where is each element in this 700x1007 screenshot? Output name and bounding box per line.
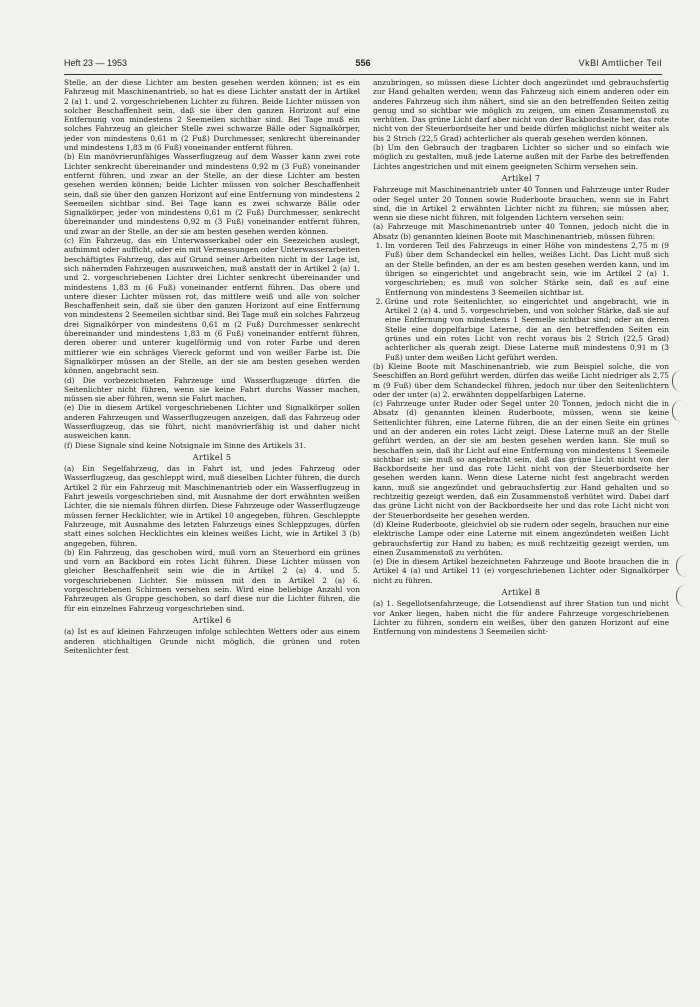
paragraph: (d) Kleine Ruderboote, gleichviel ob sie rudern oder segeln, brauchen nur eine elektrische Lampe oder eine Laterne mit einem angezündeten weißen Licht gebrauchsfertig zur Hand zu haben; es muß rechtzeitig gezeigt werden, um einen Zusammenstoß zu verhüten. bbox=[373, 519, 669, 557]
paragraph: Stelle, an der diese Lichter am besten gesehen werden können; ist es ein Fahrzeug mit Maschinenantrieb, so hat es diese Lichter anstatt der in Artikel 2 (a) 1. und 2. vorgeschriebenen Lichter zu führen. Beide Lichter müssen von solcher Beschaffenheit sein, daß sie über den ganzen Horizont auf eine Entfernung von mindestens 2 Seemeilen sichtbar sind. Bei Tage muß ein solches Fahrzeug an gleicher Stelle zwei schwarze Bälle oder Signalkörper, jeder von mindestens 0,61 m (2 Fuß) Durchmesser, senkrecht übereinander und mindestens 1,83 m (6 Fuß) voneinander entfernt führen. bbox=[64, 78, 360, 153]
margin-mark-icon bbox=[672, 400, 687, 422]
paragraph: (b) Ein Fahrzeug, das geschoben wird, muß vorn an Steuerbord ein grünes und vorn an Backbord ein rotes Licht führen. Diese Lichter müssen von gleicher Beschaffenheit sein wie die in Artikel 2 (a) 4. und 5. vorgeschriebenen Lichter. Sie müssen mit den in Artikel 2 (a) 6. vorgeschriebenen Schirmen versehen sein. Wird eine beliebige Anzahl von Fahrzeugen als Gruppe geschoben, so darf diese nur die Lichter führen, die für ein einzelnes Fahrzeug vorgeschrieben sind. bbox=[64, 547, 360, 613]
paragraph: (b) Um den Gebrauch der tragbaren Lichter so sicher und so einfach wie möglich zu gestalten, muß jede Laterne außen mit der Farbe des betreffenden Lichtes angestrichen und mit einem geeigneten Schirm versehen sein. bbox=[373, 143, 669, 171]
paragraph: (e) Die in diesem Artikel bezeichneten Fahrzeuge und Boote brauchen die in Artikel 4 (a) und Artikel 11 (e) vorgeschriebenen Lichter oder Signalkörper nicht zu führen. bbox=[373, 557, 669, 585]
article-heading: Artikel 7 bbox=[501, 172, 541, 183]
article-heading: Artikel 8 bbox=[501, 587, 541, 598]
article-heading: Artikel 5 bbox=[192, 451, 232, 462]
margin-mark-icon bbox=[672, 370, 687, 392]
margin-mark-icon bbox=[676, 585, 691, 607]
paragraph: (f) Diese Signale sind keine Notsignale im Sinne des Artikels 31. bbox=[64, 440, 307, 450]
list-item: 1. Im vorderen Teil des Fahrzeugs in einer Höhe von mindestens 2,75 m (9 Fuß) über dem Schandeckel ein helles, weißes Licht. Das Licht muß sich an der Stelle befinden, an der es am besten gesehen werden kann, und im übrigen so eingerichtet und angebracht sein, wie im Artikel 2 (a) 1. vorgeschrieben; es muß von solcher Stärke sein, daß es auf eine Entfernung von mindestens 3 Seemeilen sichtbar ist. bbox=[385, 241, 669, 297]
page-header bbox=[64, 58, 662, 72]
left-column bbox=[64, 78, 360, 988]
paragraph: (d) Die vorbezeichneten Fahrzeuge und Wasserflugzeuge dürfen die Seitenlichter nicht führen, wenn sie keine Fahrt durchs Wasser machen, müssen sie aber führen, wenn sie Fahrt machen. bbox=[64, 375, 360, 404]
margin-mark-icon bbox=[676, 555, 691, 577]
article-heading: Artikel 6 bbox=[192, 614, 232, 625]
paragraph: (c) Fahrzeuge unter Ruder oder Segel unter 20 Tonnen, jedoch nicht die in Absatz (d) genannten kleinen Ruderboote, müssen, wenn sie keine Seitenlichter führen, eine Laterne führen, die an der einen Seite ein grünes und an der anderen ein rotes Licht zeigt. Diese Laterne muß an der Stelle geführt werden, an der sie am besten gesehen werden kann. Sie muß so beschaffen sein, daß ihr Licht auf eine Entfernung von mindestens 1 Seemeile sichtbar ist; sie muß so angebracht sein, daß das grüne Licht nicht von der Backbordseite her und das rote Licht nicht von der Steuerbordseite her gesehen werden kann. Wenn diese Laterne nicht fest angebracht werden kann, muß sie angezündet und gebrauchsfertig zur Hand gehalten und so rechtzeitig gezeigt werden, daß ein Zusammenstoß verhütet wird. Dabei darf das grüne Licht nicht von der Backbordseite her und das rote Licht nicht von der Steuerbordseite her gesehen werden. bbox=[373, 399, 669, 520]
paragraph: (b) Ein manövrierunfähiges Wasserflugzeug auf dem Wasser kann zwei rote Lichter senkrecht übereinander und mindestens 0,92 m (3 Fuß) voneinander entfernt führen, und zwar an der Stelle, an der diese Lichter am besten gesehen werden können; beide Lichter müssen von solcher Beschaffenheit sein, daß sie über den ganzen Horizont auf eine Entfernung von mindestens 2 Seemeilen sichtbar sind. Bei Tage kann es zwei schwarze Bälle oder Signalkörper, jeder von mindestens 0,61 m (2 Fuß) Durchmesser, senkrecht übereinander und mindestens 0,92 m (3 Fuß) voneinander entfernt führen, und zwar an der Stelle, an der sie am besten gesehen werden können. bbox=[64, 152, 360, 236]
paragraph: (a) Ist es auf kleinen Fahrzeugen infolge schlechten Wetters oder aus einem anderen stichhaltigen Grunde nicht möglich, die grünen und roten Seitenlichter fest bbox=[64, 627, 360, 655]
paragraph: (a) Fahrzeuge mit Maschinenantrieb unter 40 Tonnen, jedoch nicht die in Absatz (b) genannten kleinen Boote mit Maschinenantrieb, müssen führen: bbox=[373, 222, 669, 241]
list-item: 2. Grüne und rote Seitenlichter, so eingerichtet und angebracht, wie in Artikel 2 (a) 4. und 5. vorgeschrieben, und von solcher Stärke, daß sie auf eine Entfernung von mindestens 1 Seemeile sichtbar sind; oder an deren Stelle eine doppelfarbige Laterne, die an den betreffenden Seiten ein grünes und ein rotes Licht von recht voraus bis 2 Strich (22,5 Grad) achterlicher als querab zeigt. Diese Laterne muß mindestens 0,91 m (3 Fuß) unter dem weißen Licht geführt werden. bbox=[385, 297, 669, 362]
paragraph: (a) Ein Segelfahrzeug, das in Fahrt ist, und jedes Fahrzeug oder Wasserflugzeug, das geschleppt wird, muß dieselben Lichter führen, die durch Artikel 2 für ein Fahrzeug mit Maschinenantrieb oder ein Wasserflugzeug in Fahrt jeweils vorgeschrieben sind, mit Ausnahme der dort erwähnten weißen Lichter, die sie niemals führen dürfen. Diese Fahrzeuge oder Wasserflugzeuge müssen ferner Hecklichter, wie in Artikel 10 angegeben, führen. Geschleppte Fahrzeuge, mit Ausnahme des letzten Fahrzeugs eines Schleppzuges, dürfen statt eines solchen Hecklichtes ein kleines weißes Licht, wie in Artikel 3 (b) angegeben, führen. bbox=[64, 464, 360, 548]
paragraph: Fahrzeuge mit Maschinenantrieb unter 40 Tonnen und Fahrzeuge unter Ruder oder Segel unter 20 Tonnen sowie Ruderboote brauchen, wenn sie in Fahrt sind, die in Artikel 2 erwähnten Lichter nicht zu führen; sie müssen aber, wenn sie diese nicht führen, mit folgenden Lichtern versehen sein: bbox=[373, 185, 669, 223]
paragraph: (b) Kleine Boote mit Maschinenantrieb, wie zum Beispiel solche, die von Seeschiffen an Bord geführt werden, dürfen das weiße Licht niedriger als 2,75 m (9 Fuß) über dem Schandeckel führen, jedoch nur über den Seitenlichtern oder der unter (a) 2. erwähnten doppelfarbigen Laterne. bbox=[373, 361, 669, 399]
paragraph: anzubringen, so müssen diese Lichter doch angezündet und gebrauchsfertig zur Hand gehalten werden; wenn das Fahrzeug sich einem anderen oder ein anderes Fahrzeug sich ihm nähert, sind sie an den betreffenden Seiten zeitig genug und so sichtbar wie möglich zu zeigen, um einen Zusammenstoß zu verhüten. Das grüne Licht darf aber nicht von der Backbordseite her, das rote nicht von der Steuerbordseite her und beide dürfen möglichst nicht weiter als bis 2 Strich (22,5 Grad) achterlicher als querab gesehen werden können. bbox=[373, 78, 669, 143]
paragraph: (c) Ein Fahrzeug, das ein Unterwasserkabel oder ein Seezeichen auslegt, aufnimmt oder aufficht, oder ein mit Vermessungen oder Unterwasserarbeiten beschäftigtes Fahrzeug, das auf Grund seiner Arbeiten nicht in der Lage ist, sich nähernden Fahrzeugen auszuweichen, muß anstatt der in Artikel 2 (a) 1. und 2. vorgeschriebenen Lichter drei Lichter senkrecht übereinander und mindestens 1,83 m (6 Fuß) voneinander entfernt führen. Das obere und untere dieser Lichter müssen rot, das mittlere weiß und alle von solcher Beschaffenheit sein, daß sie über den ganzen Horizont auf eine Entfernung von mindestens 2 Seemeilen sichtbar sind. Bei Tage muß ein solches Fahrzeug drei Signalkörper von mindestens 0,61 m (2 Fuß) Durchmesser senkrecht übereinander und mindestens 1,83 m (6 Fuß) voneinander entfernt führen, deren oberer und unterer kugelförmig und von roter Farbe und deren mittlerer wie ein schräges Viereck geformt und von weißer Farbe ist. Die Signalkörper müssen an der Stelle, an der sie am besten gesehen werden können, angebracht sein. bbox=[64, 236, 360, 376]
issue-label: Heft 23 — 1953 bbox=[64, 58, 128, 68]
right-column bbox=[373, 78, 669, 988]
header-rule bbox=[64, 74, 662, 75]
publication-label: VkBl Amtlicher Teil bbox=[578, 58, 662, 68]
paragraph: (e) Die in diesem Artikel vorgeschriebenen Lichter und Signalkörper sollen anderen Fahrzeugen und Wasserflugzeugen anzeigen, daß das Fahrzeug oder Wasserflugzeug, das sie führt, nicht manövrierfähig ist und daher nicht ausweichen kann. bbox=[64, 403, 360, 441]
page-number: 556 bbox=[355, 58, 371, 68]
numbered-list bbox=[373, 241, 669, 362]
paragraph: (a) 1. Segellotsenfahrzeuge, die Lotsendienst auf ihrer Station tun und nicht vor Anker liegen, haben nicht die für andere Fahrzeuge vorgeschriebenen Lichter zu führen, sondern ein weißes, über den ganzen Horizont auf eine Entfernung von mindestens 3 Seemeilen sicht- bbox=[373, 599, 669, 637]
